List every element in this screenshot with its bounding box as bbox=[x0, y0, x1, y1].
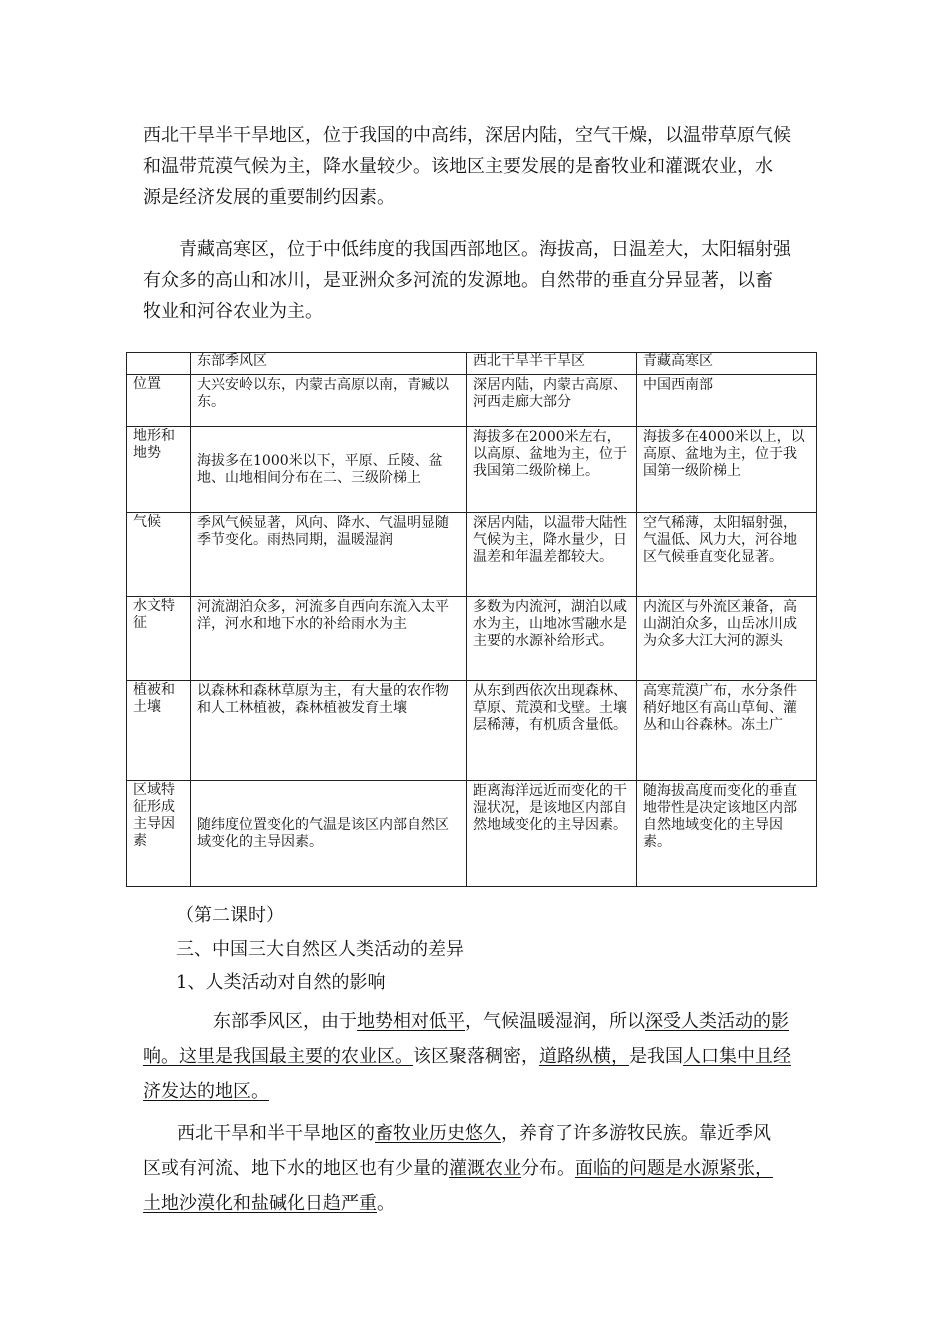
text-run: 分布。 bbox=[521, 1158, 575, 1179]
table-cell: 海拔多在2000米左右，以高原、盆地为主，位于我国第二级阶梯上。 bbox=[467, 427, 637, 513]
text-line bbox=[143, 1186, 811, 1221]
underlined-phrase: 面临的问题是水源紧张， bbox=[575, 1158, 773, 1179]
underlined-phrase: 人口集中且经 bbox=[683, 1046, 791, 1067]
text-run: 。 bbox=[377, 1193, 395, 1214]
text-line bbox=[143, 1039, 811, 1074]
text-line: 和温带荒漠气候为主，降水量较少。该地区主要发展的是畜牧业和灌溉农业，水 bbox=[143, 156, 773, 177]
table-cell: 内流区与外流区兼备，高山湖泊众多，山岳冰川成为众多大江大河的源头 bbox=[637, 597, 817, 681]
table-cell: 从东到西依次出现森林、草原、荒漠和戈壁。土壤层稀薄，有机质含量低。 bbox=[467, 681, 637, 781]
table-header-cell: 青藏高寒区 bbox=[637, 353, 817, 375]
table-cell: 随纬度位置变化的气温是该区内部自然区域变化的主导因素。 bbox=[191, 781, 467, 887]
intro-paragraph-northwest bbox=[143, 120, 811, 213]
text-run: 该区聚落稠密， bbox=[413, 1046, 539, 1067]
table-cell: 河流湖泊众多，河流多自西向东流入太平洋，河水和地下水的补给雨水为主 bbox=[191, 597, 467, 681]
table-row bbox=[127, 375, 817, 427]
table-cell: 大兴安岭以东，内蒙古高原以南，青臧以东。 bbox=[191, 375, 467, 427]
intro-paragraph-qingzang bbox=[143, 234, 811, 327]
text-run: ，养育了许多游牧民族。靠近季风 bbox=[501, 1123, 771, 1144]
text-line: 牧业和河谷农业为主。 bbox=[143, 301, 323, 322]
text-line: 有众多的高山和冰川，是亚洲众多河流的发源地。自然带的垂直分异显著，以畜 bbox=[143, 270, 773, 291]
session-label: （第二课时） bbox=[176, 905, 284, 926]
table-row bbox=[127, 513, 817, 597]
underlined-phrase: 地势相对低平 bbox=[357, 1011, 465, 1032]
table-cell: 季风气候显著，风向、降水、气温明显随季节变化。雨热同期，温暖湿润 bbox=[191, 513, 467, 597]
table-cell: 多数为内流河，湖泊以咸水为主，山地冰雪融水是主要的水源补给形式。 bbox=[467, 597, 637, 681]
table-header-row bbox=[127, 353, 817, 375]
section-heading: 三、中国三大自然区人类活动的差异 bbox=[176, 939, 464, 960]
table-cell: 以森林和森林草原为主，有大量的农作物和人工林植被，森林植被发育土壤 bbox=[191, 681, 467, 781]
table-header-cell: 东部季风区 bbox=[191, 353, 467, 375]
underlined-phrase: 灌溉农业 bbox=[449, 1158, 521, 1179]
table-cell: 海拔多在1000米以下，平原、丘陵、盆地、山地相间分布在二、三级阶梯上 bbox=[191, 427, 467, 513]
table-row bbox=[127, 597, 817, 681]
text-line bbox=[143, 1151, 811, 1186]
underlined-phrase: 济发达的地区。 bbox=[143, 1081, 269, 1102]
region-comparison-table bbox=[126, 352, 817, 887]
table-cell: 深居内陆，以温带大陆性气候为主，降水量少，日温差和年温差都较大。 bbox=[467, 513, 637, 597]
table-cell: 海拔多在4000米以上，以高原、盆地为主，位于我国第一级阶梯上 bbox=[637, 427, 817, 513]
table-header-cell bbox=[127, 353, 191, 375]
row-label: 地形和地势 bbox=[127, 427, 191, 513]
table-header-cell: 西北干旱半干旱区 bbox=[467, 353, 637, 375]
row-label: 植被和土壤 bbox=[127, 681, 191, 781]
row-label: 位置 bbox=[127, 375, 191, 427]
table-cell: 高寒荒漠广布，水分条件稍好地区有高山草甸、灌丛和山谷森林。冻土广 bbox=[637, 681, 817, 781]
text-line: 青藏高寒区，位于中低纬度的我国西部地区。海拔高，日温差大，太阳辐射强 bbox=[179, 239, 791, 260]
row-label: 水文特征 bbox=[127, 597, 191, 681]
table-cell: 中国西南部 bbox=[637, 375, 817, 427]
table-cell: 随海拔高度而变化的垂直地带性是决定该地区内部自然地域变化的主导因素。 bbox=[637, 781, 817, 887]
table-cell: 距离海洋远近而变化的干湿状况，是该地区内部自然地域变化的主导因素。 bbox=[467, 781, 637, 887]
text-line bbox=[143, 1004, 811, 1039]
east-monsoon-paragraph bbox=[143, 1004, 811, 1109]
underlined-phrase: 土地沙漠化和盐碱化日趋严重 bbox=[143, 1193, 377, 1214]
underlined-phrase: 道路纵横， bbox=[539, 1046, 629, 1067]
row-label: 气候 bbox=[127, 513, 191, 597]
text-line bbox=[143, 1074, 811, 1109]
text-line: 西北干旱半干旱地区，位于我国的中高纬，深居内陆，空气干燥，以温带草原气候 bbox=[143, 125, 791, 146]
subsection-heading: 1、人类活动对自然的影响 bbox=[176, 972, 386, 993]
text-run: 是我国 bbox=[629, 1046, 683, 1067]
text-run: 区或有河流、地下水的地区也有少量的 bbox=[143, 1158, 449, 1179]
table-cell: 深居内陆，内蒙古高原、河西走廊大部分 bbox=[467, 375, 637, 427]
table-row bbox=[127, 427, 817, 513]
text-run: 东部季风区，由于 bbox=[213, 1011, 357, 1032]
underlined-phrase: 响。这里是我国最主要的农业区。 bbox=[143, 1046, 413, 1067]
text-line bbox=[143, 1116, 811, 1151]
table-cell: 空气稀薄，太阳辐射强，气温低、风力大，河谷地区气候垂直变化显著。 bbox=[637, 513, 817, 597]
northwest-paragraph bbox=[143, 1116, 811, 1221]
underlined-phrase: 深受人类活动的影 bbox=[645, 1011, 789, 1032]
text-run: 西北干旱和半干旱地区的 bbox=[177, 1123, 375, 1144]
table-row bbox=[127, 681, 817, 781]
row-label: 区域特征形成主导因素 bbox=[127, 781, 191, 887]
text-run: ，气候温暖湿润，所以 bbox=[465, 1011, 645, 1032]
text-line: 源是经济发展的重要制约因素。 bbox=[143, 187, 395, 208]
table-row bbox=[127, 781, 817, 887]
underlined-phrase: 畜牧业历史悠久 bbox=[375, 1123, 501, 1144]
